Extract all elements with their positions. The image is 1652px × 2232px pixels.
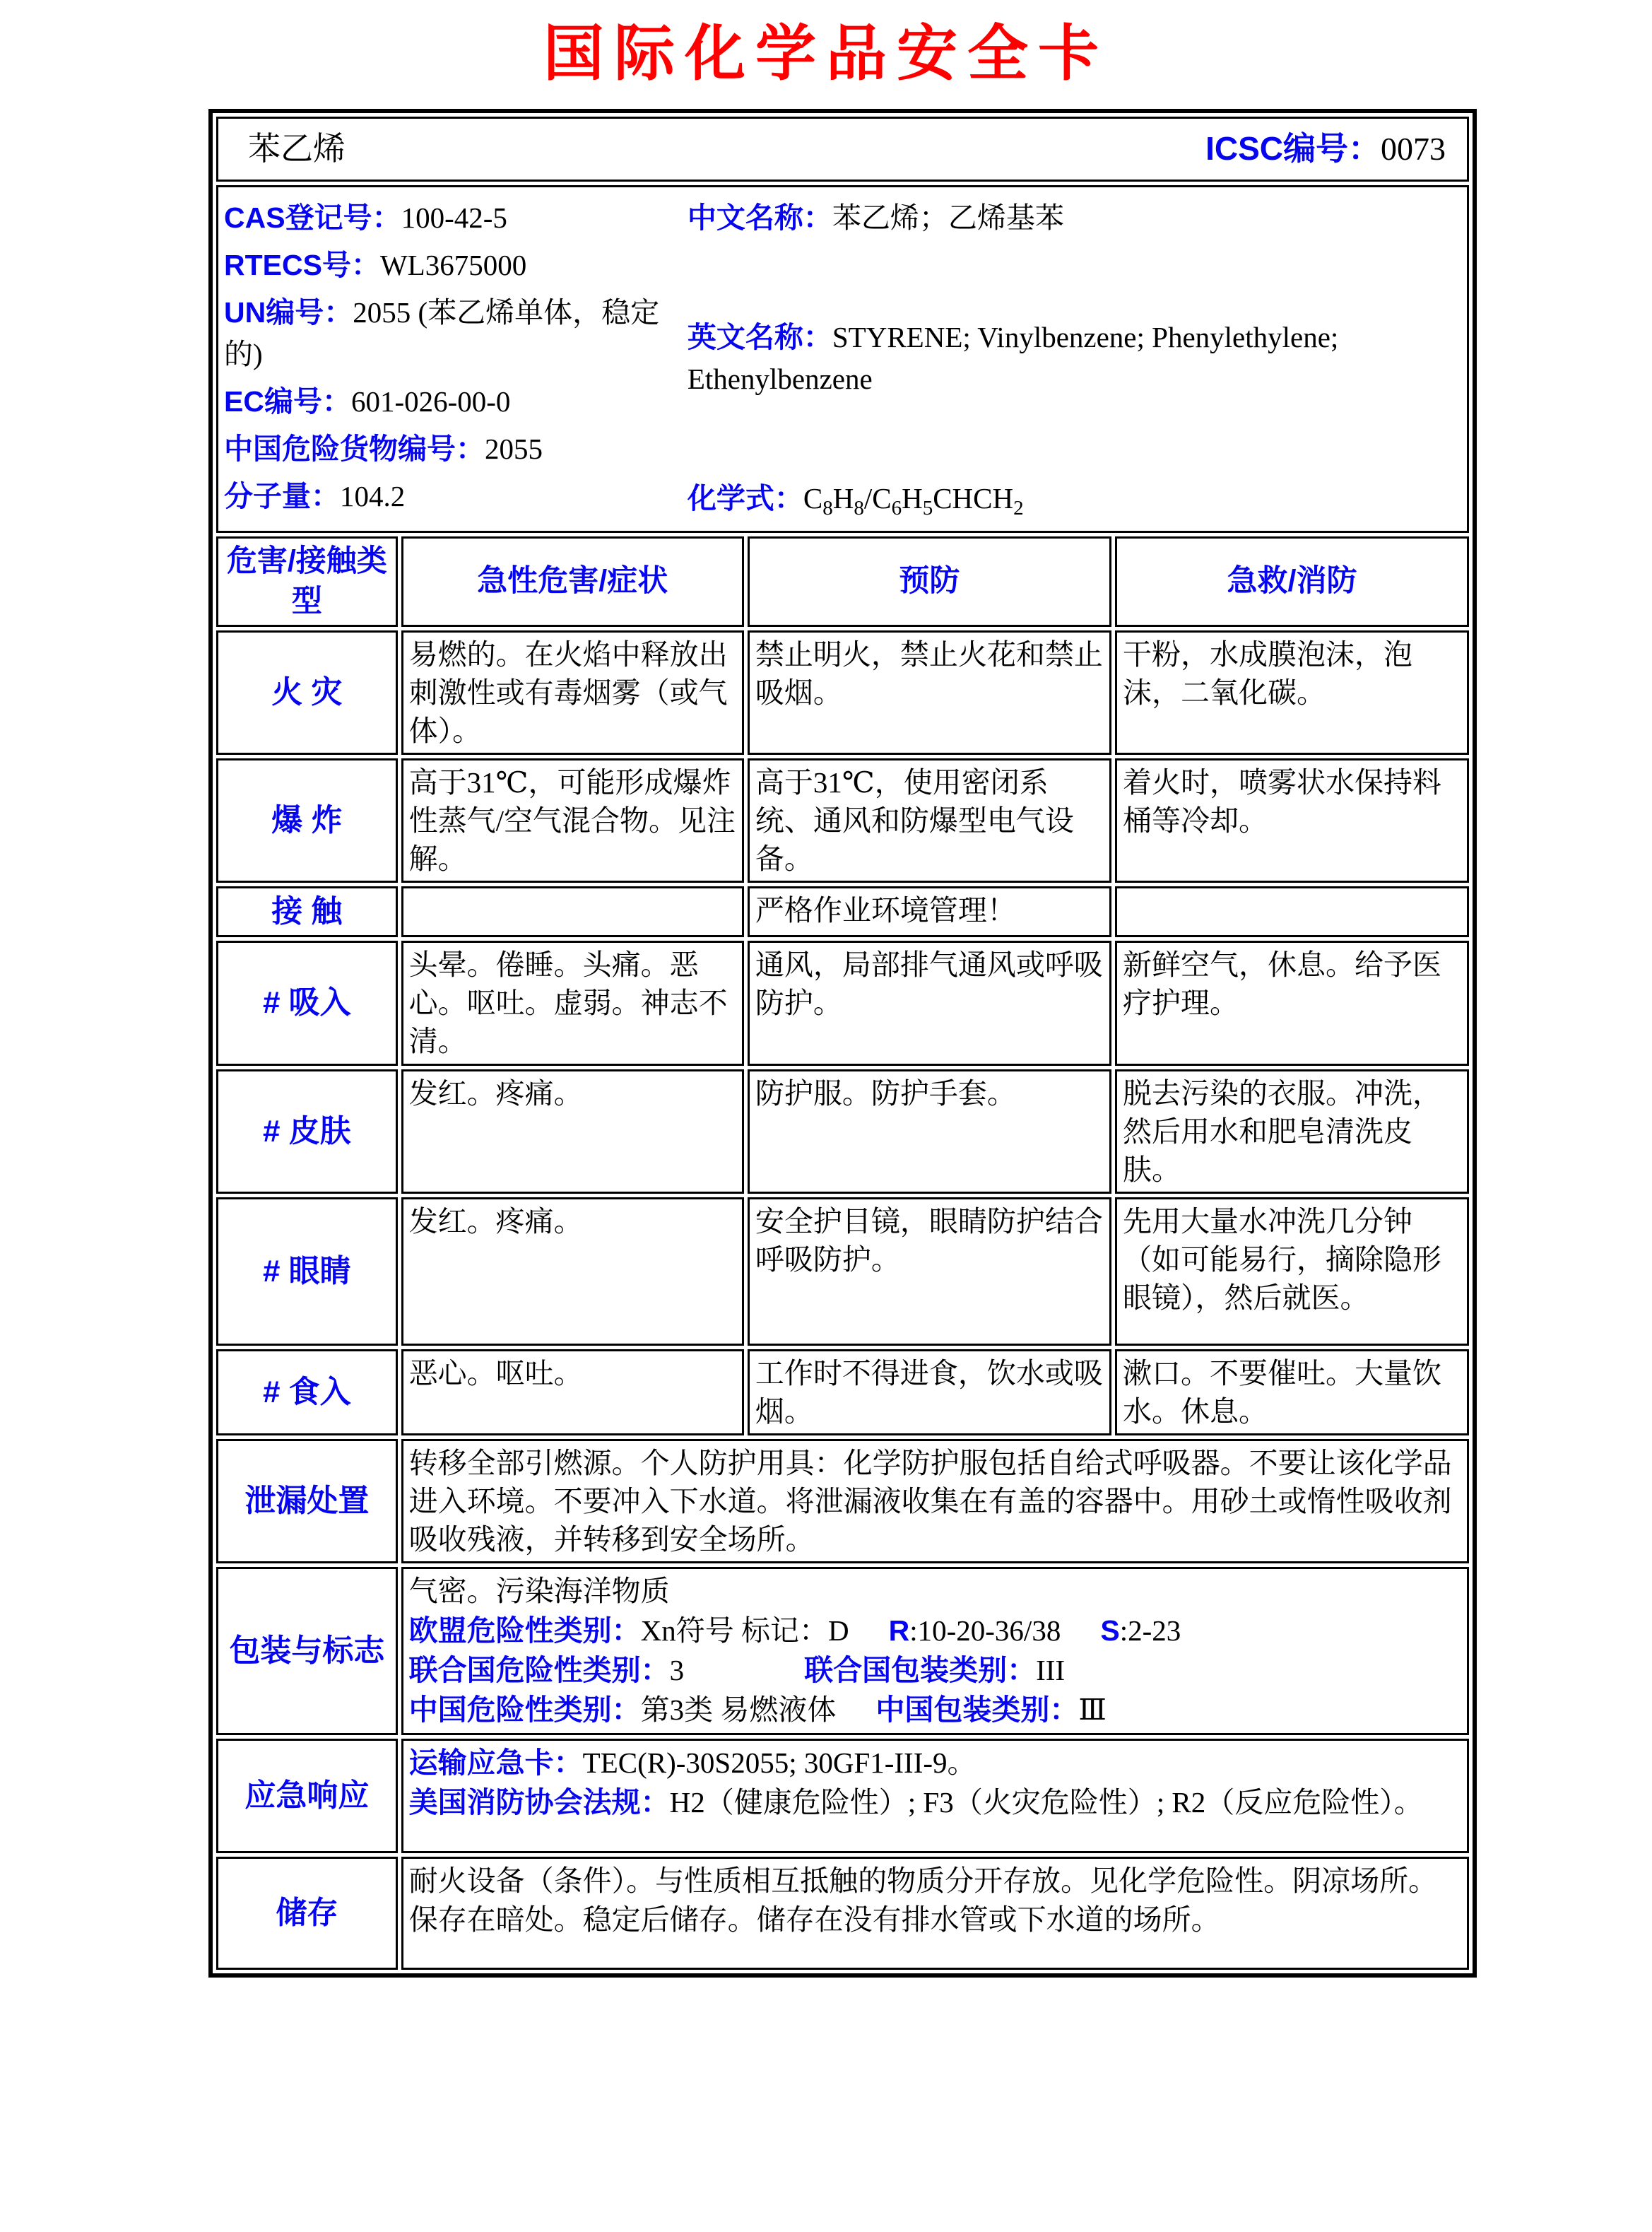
eu-hazard-class-value: Xn符号 标记：D	[640, 1614, 849, 1647]
nfpa-code-label: 美国消防协会法规：	[408, 1786, 670, 1819]
page-title: 国际化学品安全卡	[543, 20, 1109, 88]
hazard-cell-symptoms: 发红。疼痛。	[401, 1069, 744, 1194]
emergency-response-row	[216, 1739, 1469, 1853]
hazard-row-label: # 食入	[216, 1349, 398, 1435]
hazard-header-row	[216, 536, 1469, 627]
english-name-label: 英文名称：	[687, 321, 832, 354]
hazard-cell-first-aid: 新鲜空气，休息。给予医疗护理。	[1115, 941, 1469, 1065]
hazard-row-ingestion	[216, 1349, 1469, 1435]
hazard-cell-prevention: 防护服。防护手套。	[748, 1069, 1111, 1194]
hazard-row-label: # 皮肤	[216, 1069, 398, 1194]
packaging-labelling-row	[216, 1567, 1469, 1735]
ec-number-value: 601-026-00-0	[350, 384, 511, 418]
chinese-name-value: 苯乙烯；乙烯基苯	[832, 201, 1064, 234]
chemical-formula-line	[688, 478, 1456, 523]
emergency-response-content	[401, 1739, 1469, 1853]
hazard-cell-symptoms: 易燃的。在火焰中释放出刺激性或有毒烟雾（或气体）。	[401, 630, 744, 755]
identifiers-left-column	[224, 197, 688, 524]
spill-disposal-row	[216, 1439, 1469, 1563]
emergency-response-label: 应急响应	[216, 1739, 398, 1853]
hazard-row-label: # 眼睛	[216, 1197, 398, 1346]
hazard-row-eyes	[216, 1197, 1469, 1346]
rtecs-number-line	[224, 245, 688, 286]
hazard-cell-first-aid: 漱口。不要催吐。大量饮水。休息。	[1115, 1349, 1469, 1435]
storage-row	[216, 1857, 1469, 1970]
molecular-weight-label: 分子量：	[224, 480, 340, 513]
hazard-cell-first-aid	[1115, 886, 1469, 937]
ec-number-line	[224, 381, 688, 422]
col-header-symptoms: 急性危害/症状	[401, 536, 744, 627]
packaging-line-china	[409, 1691, 1461, 1730]
china-dg-number-label: 中国危险货物编号：	[224, 433, 485, 466]
china-dg-number-line	[224, 428, 688, 469]
hazard-cell-symptoms: 头晕。倦睡。头痛。恶心。呕吐。虚弱。神志不清。	[401, 941, 744, 1065]
cn-hazard-class-value: 第3类 易燃液体	[640, 1693, 837, 1727]
chemical-formula-label: 化学式：	[687, 482, 803, 515]
hazard-cell-first-aid: 脱去污染的衣服。冲洗，然后用水和肥皂清洗皮肤。	[1115, 1069, 1469, 1194]
icsc-number-label: ICSC编号：	[1205, 130, 1381, 168]
transport-emergency-card-value: TEC(R)-30S2055; 30GF1-III-9。	[582, 1746, 977, 1780]
ec-number-label: EC编号：	[224, 384, 351, 418]
hazard-row-label: # 吸入	[216, 941, 398, 1065]
identifiers-right-column	[688, 197, 1460, 524]
hazard-row-label: 火 灾	[216, 630, 398, 755]
hazard-cell-first-aid: 干粉，水成膜泡沫，泡沫，二氧化碳。	[1115, 630, 1469, 755]
hazard-cell-first-aid: 先用大量水冲洗几分钟（如可能易行，摘除隐形眼镜），然后就医。	[1115, 1197, 1469, 1346]
spill-disposal-label: 泄漏处置	[216, 1439, 398, 1563]
storage-label: 储存	[216, 1857, 398, 1970]
r-phrases-label: R	[888, 1614, 910, 1647]
china-dg-number-value: 2055	[485, 433, 543, 466]
identifiers-row	[216, 185, 1469, 533]
hazard-row-explosion	[216, 758, 1469, 883]
col-header-prevention: 预防	[748, 536, 1111, 627]
cas-number-value: 100-42-5	[401, 201, 507, 234]
chinese-name-label: 中文名称：	[687, 201, 832, 234]
hazard-row-inhalation	[216, 941, 1469, 1065]
hazard-row-label: 接 触	[216, 886, 398, 937]
hazard-cell-symptoms: 发红。疼痛。	[401, 1197, 744, 1346]
hazard-row-label: 爆 炸	[216, 758, 398, 883]
chemical-formula: $C_8H_8/C_6H_5CHCH_2$	[803, 482, 1024, 520]
un-pack-group-value: III	[1036, 1654, 1066, 1687]
hazard-cell-symptoms: 恶心。呕吐。	[401, 1349, 744, 1435]
cn-pack-group-value: Ⅲ	[1078, 1693, 1107, 1727]
r-phrases-value: :10-20-36/38	[909, 1614, 1061, 1647]
hazard-cell-symptoms	[401, 886, 744, 937]
spill-disposal-text: 转移全部引燃源。个人防护用具：化学防护服包括自给式呼吸器。不要让该化学品进入环境。不要冲入下水道。将泄漏液收集在有盖的容器中。用砂土或惰性吸收剂吸收残液，并转移到安全场所。	[401, 1439, 1469, 1563]
chinese-name-line	[688, 197, 1456, 238]
eu-hazard-class-label: 欧盟危险性类别：	[408, 1614, 641, 1647]
rtecs-number-value: WL3675000	[379, 249, 527, 282]
hazard-cell-prevention: 通风，局部排气通风或呼吸防护。	[748, 941, 1111, 1065]
nfpa-code-value: H2（健康危险性）; F3（火灾危险性）; R2（反应危险性）。	[669, 1786, 1423, 1819]
hazard-cell-prevention: 工作时不得进食，饮水或吸烟。	[748, 1349, 1111, 1435]
substance-name: 苯乙烯	[248, 130, 346, 167]
hazard-row-skin	[216, 1069, 1469, 1194]
cn-pack-group-label: 中国包装类别：	[875, 1693, 1079, 1727]
s-phrases-label: S	[1100, 1614, 1120, 1647]
cas-number-line	[224, 197, 688, 238]
nfpa-code-line	[409, 1783, 1461, 1823]
un-pack-group-label: 联合国包装类别：	[804, 1654, 1037, 1687]
packaging-line-eu	[409, 1611, 1461, 1651]
molecular-weight-value: 104.2	[340, 480, 406, 513]
un-number-line	[224, 292, 688, 374]
un-number-value: 2055 (苯乙烯单体，稳定的)	[224, 296, 660, 370]
hazard-cell-symptoms: 高于31℃，可能形成爆炸性蒸气/空气混合物。见注解。	[401, 758, 744, 883]
icsc-number	[1205, 127, 1446, 171]
un-hazard-class-label: 联合国危险性类别：	[408, 1654, 670, 1687]
english-name-value: STYRENE; Vinylbenzene; Phenylethylene; Ethenylbenzene	[687, 321, 1339, 395]
card-header-cell	[216, 117, 1469, 182]
hazard-row-fire	[216, 630, 1469, 755]
hazard-cell-prevention: 高于31℃，使用密闭系统、通风和防爆型电气设备。	[748, 758, 1111, 883]
english-name-line	[688, 317, 1456, 399]
cn-hazard-class-label: 中国危险性类别：	[408, 1693, 641, 1727]
cas-number-label: CAS登记号：	[224, 201, 401, 234]
hazard-cell-prevention: 严格作业环境管理！	[748, 886, 1111, 937]
icsc-card-table	[208, 109, 1477, 1978]
identifiers-cell	[216, 185, 1469, 533]
transport-emergency-card-label: 运输应急卡：	[408, 1746, 583, 1780]
hazard-cell-prevention: 禁止明火，禁止火花和禁止吸烟。	[748, 630, 1111, 755]
packaging-line-un	[409, 1651, 1461, 1691]
packaging-labelling-content	[401, 1567, 1469, 1735]
s-phrases-value: :2-23	[1119, 1614, 1181, 1647]
packaging-labelling-label: 包装与标志	[216, 1567, 398, 1735]
hazard-cell-first-aid: 着火时，喷雾状水保持料桶等冷却。	[1115, 758, 1469, 883]
un-hazard-class-value: 3	[669, 1654, 685, 1687]
col-header-hazard-type: 危害/接触类型	[216, 536, 398, 627]
rtecs-number-label: RTECS号：	[224, 249, 380, 282]
hazard-row-exposure	[216, 886, 1469, 937]
hazard-cell-prevention: 安全护目镜，眼睛防护结合呼吸防护。	[748, 1197, 1111, 1346]
un-number-label: UN编号：	[224, 296, 353, 329]
molecular-weight-line	[224, 476, 688, 517]
col-header-first-aid: 急救/消防	[1115, 536, 1469, 627]
storage-text: 耐火设备（条件）。与性质相互抵触的物质分开存放。见化学危险性。阴凉场所。保存在暗处。稳定后储存。储存在没有排水管或下水道的场所。	[401, 1857, 1469, 1970]
card-header-row	[216, 117, 1469, 182]
icsc-document-page	[0, 4, 1652, 1978]
packaging-line-general: 气密。污染海洋物质	[408, 1575, 670, 1608]
transport-emergency-card-line	[409, 1744, 1461, 1783]
icsc-number-value: 0073	[1381, 131, 1446, 168]
